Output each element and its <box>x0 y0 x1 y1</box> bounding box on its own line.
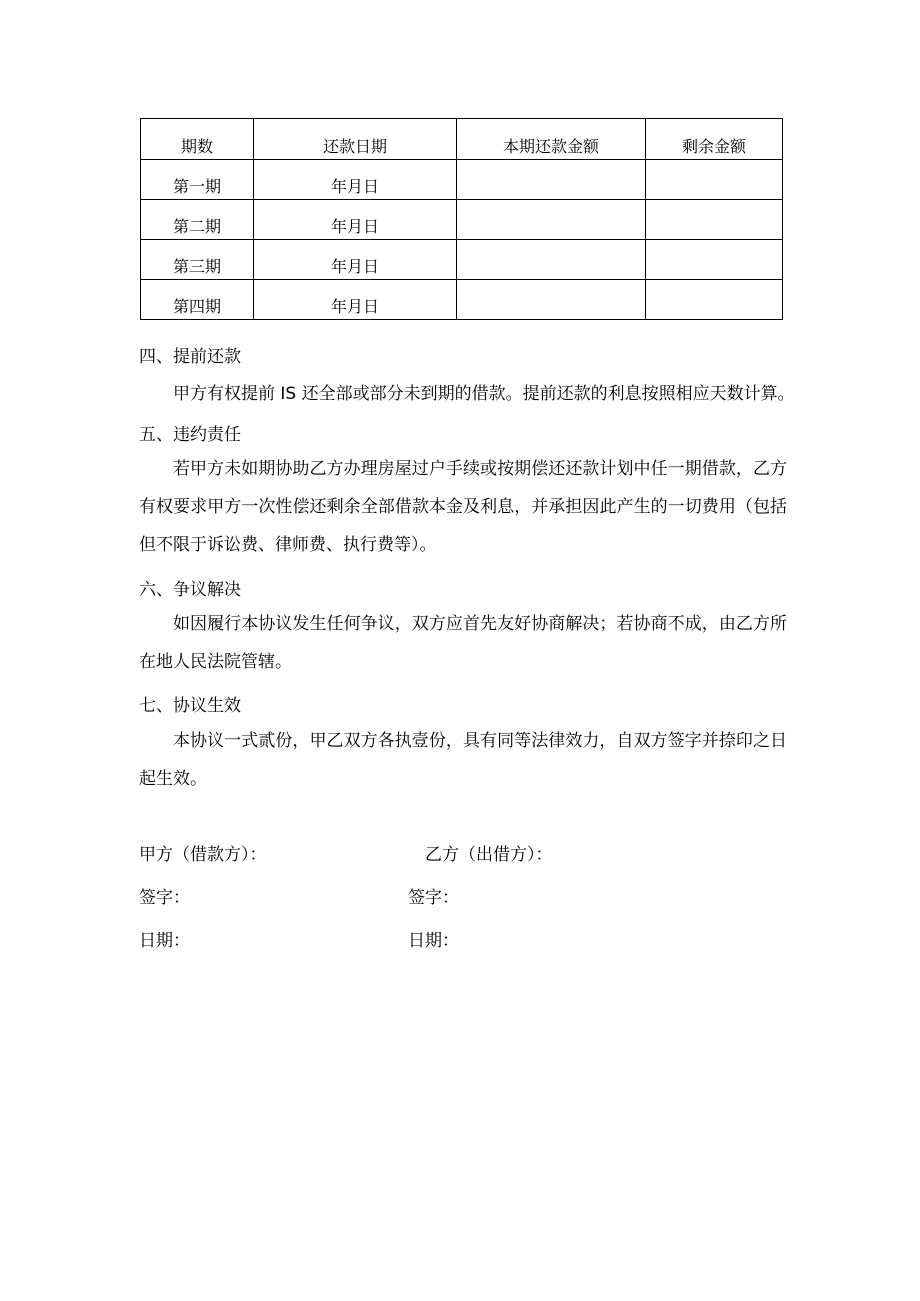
party-b-signature-label: 签字： <box>408 888 459 908</box>
section-heading-prepayment: 四、提前还款 <box>139 347 241 367</box>
cell-period: 第一期 <box>141 160 254 200</box>
party-a-date-label: 日期： <box>139 931 190 951</box>
cell-amount <box>457 160 646 200</box>
table-row <box>141 240 783 280</box>
section-body-prepayment: 甲方有权提前 IS 还全部或部分未到期的借款。提前还款的利息按照相应天数计算。 <box>173 384 795 404</box>
header-remaining: 剩余金额 <box>646 119 783 160</box>
party-b-date-label: 日期： <box>408 931 459 951</box>
section-body-dispute: 如因履行本协议发生任何争议，双方应首先友好协商解决；若协商不成，由乙方所在地人民法院管辖。 <box>139 614 787 672</box>
table-row <box>141 280 783 320</box>
cell-remaining <box>646 160 783 200</box>
cell-remaining <box>646 200 783 240</box>
cell-date: 年月日 <box>254 240 457 280</box>
cell-date: 年月日 <box>254 160 457 200</box>
party-a-signature-label: 签字： <box>139 888 190 908</box>
repayment-schedule-table <box>140 118 783 320</box>
cell-amount <box>457 240 646 280</box>
cell-remaining <box>646 280 783 320</box>
table-row <box>141 160 783 200</box>
section-body-effect: 本协议一式贰份，甲乙双方各执壹份，具有同等法律效力，自双方签字并捺印之日起生效。 <box>139 731 787 789</box>
cell-period: 第四期 <box>141 280 254 320</box>
cell-amount <box>457 200 646 240</box>
section-heading-dispute: 六、争议解决 <box>139 580 241 600</box>
header-amount: 本期还款金额 <box>457 119 646 160</box>
cell-date: 年月日 <box>254 200 457 240</box>
cell-amount <box>457 280 646 320</box>
party-b-label: 乙方（出借方）： <box>425 845 553 865</box>
section-body-breach: 若甲方未如期协助乙方办理房屋过户手续或按期偿还还款计划中任一期借款，乙方有权要求甲方一次性偿还剩余全部借款本金及利息，并承担因此产生的一切费用（包括但不限于诉讼费、律师费、执行费等）。 <box>139 459 787 555</box>
header-period: 期数 <box>141 119 254 160</box>
cell-remaining <box>646 240 783 280</box>
section-heading-breach: 五、违约责任 <box>139 425 241 445</box>
party-a-label: 甲方（借款方）： <box>139 845 267 865</box>
section-heading-effect: 七、协议生效 <box>139 696 241 716</box>
cell-period: 第二期 <box>141 200 254 240</box>
header-date: 还款日期 <box>254 119 457 160</box>
cell-period: 第三期 <box>141 240 254 280</box>
table-row <box>141 200 783 240</box>
cell-date: 年月日 <box>254 280 457 320</box>
table-header-row <box>141 119 783 160</box>
